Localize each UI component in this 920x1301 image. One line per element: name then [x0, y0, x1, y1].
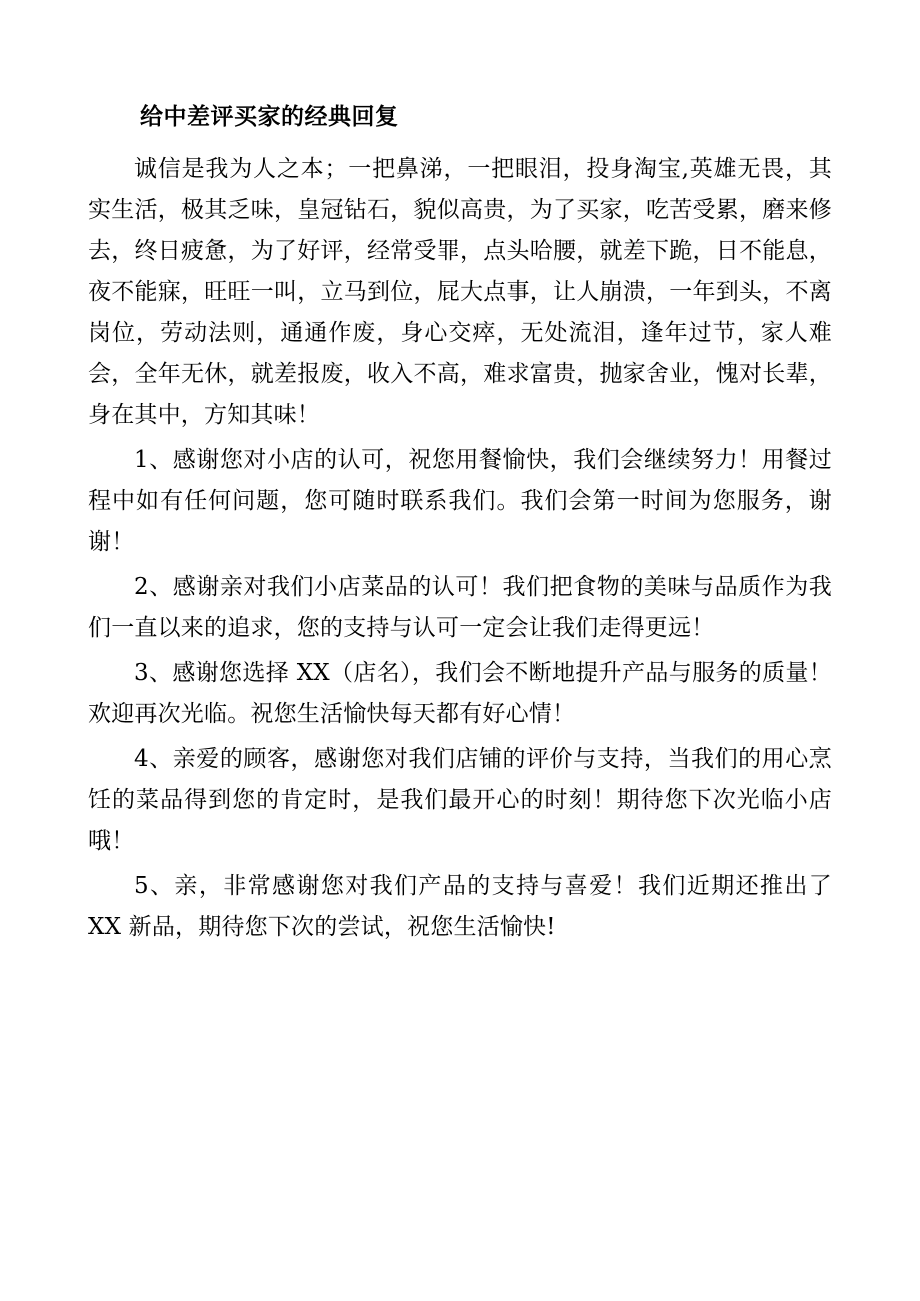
paragraph-reply-3: 3、感谢您选择 XX（店名），我们会不断地提升产品与服务的质量！欢迎再次光临。祝您生活愉快每天都有好心情！ — [88, 659, 832, 727]
paragraph-reply-1: 1、感谢您对小店的认可，祝您用餐愉快，我们会继续努力！用餐过程中如有任何问题，您可随时联系我们。我们会第一时间为您服务，谢谢！ — [88, 446, 832, 555]
paragraph-reply-5: 5、亲，非常感谢您对我们产品的支持与喜爱！我们近期还推出了 XX 新品，期待您下次的尝试，祝您生活愉快! — [88, 872, 832, 940]
paragraph-intro: 诚信是我为人之本；一把鼻涕，一把眼泪，投身淘宝,英雄无畏，其实生活，极其乏味，皇冠钻石，貌似高贵，为了买家，吃苦受累，磨来修去，终日疲惫，为了好评，经常受罪，点头哈腰，就差下跪，日不能息，夜不能寐，旺旺一叫，立马到位，屁大点事，让人崩溃，一年到头，不离岗位，劳动法则，通通作废，身心交瘁，无处流泪，逢年过节，家人难会，全年无休，就差报废，收入不高，难求富贵，抛家舍业，愧对长辈，身在其中，方知其味！ — [88, 155, 832, 428]
paragraph-reply-2: 2、感谢亲对我们小店菜品的认可！我们把食物的美味与品质作为我们一直以来的追求，您的支持与认可一定会让我们走得更远！ — [88, 573, 832, 641]
page-title: 给中差评买家的经典回复 — [140, 104, 399, 130]
paragraph-reply-4: 4、亲爱的顾客，感谢您对我们店铺的评价与支持，当我们的用心烹饪的菜品得到您的肯定时，是我们最开心的时刻！期待您下次光临小店哦！ — [88, 745, 832, 854]
